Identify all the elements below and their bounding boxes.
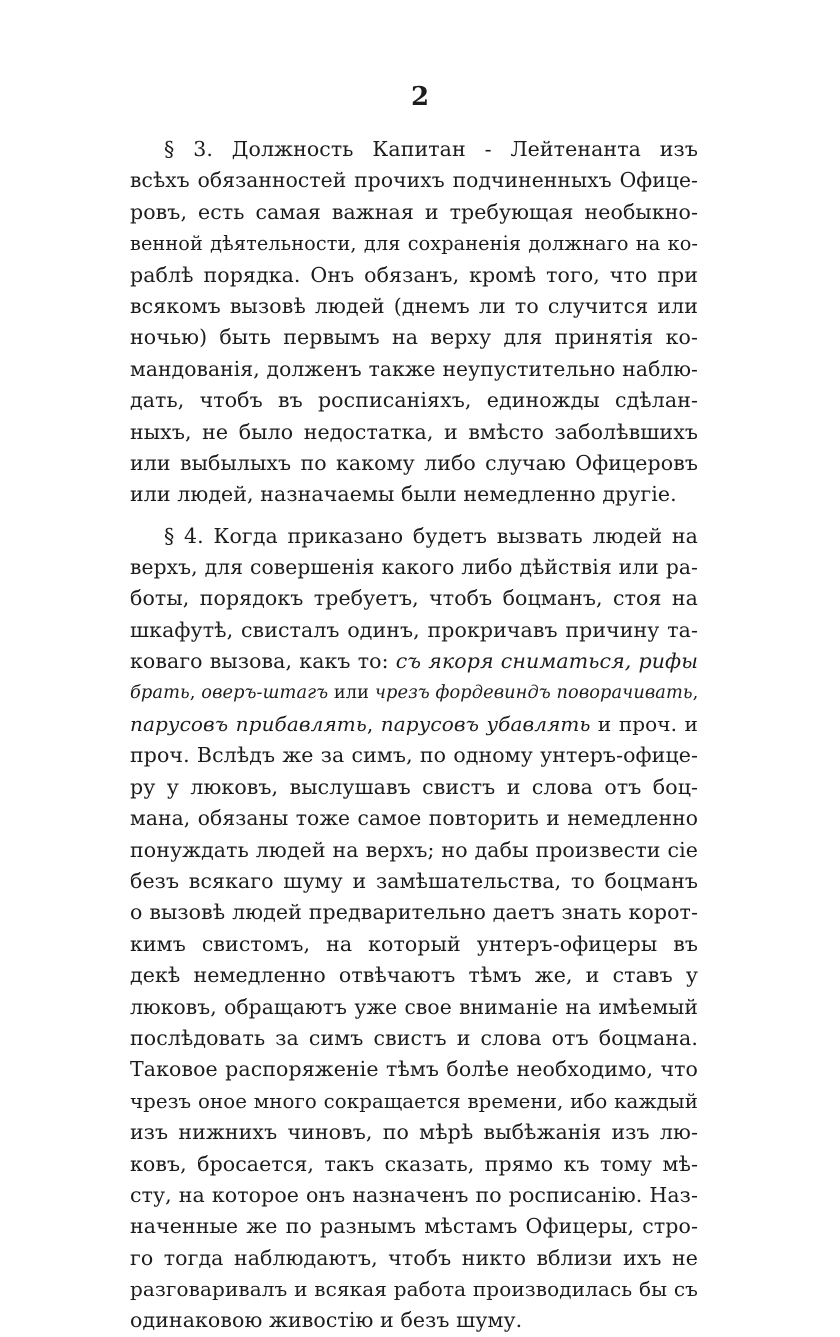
text-line: [130, 740, 698, 771]
text-line: [130, 803, 698, 834]
text-segment: ,: [692, 682, 699, 703]
text-line: [130, 1149, 698, 1180]
text-segment: верхъ, для совершенія какого либо дѣйствія или ра-: [130, 555, 698, 580]
text-segment: одинаковою живостію и безъ шуму.: [130, 1308, 523, 1333]
text-line: [130, 521, 698, 552]
text-segment: сту, на которое онъ назначенъ по росписанію. Наз-: [130, 1182, 698, 1207]
text-line: [130, 260, 698, 291]
text-segment: люковъ, обращаютъ уже свое вниманіе на имѣемый: [130, 994, 698, 1019]
text-line: [130, 385, 698, 416]
text-line: [130, 929, 698, 960]
text-segment: го тогда наблюдаютъ, чтобъ никто вблизи ихъ не: [130, 1245, 698, 1270]
text-line: [130, 615, 698, 646]
text-segment: кимъ свистомъ, на который унтеръ-офицеры въ: [130, 931, 698, 956]
text-segment: боты, порядокъ требуетъ, чтобъ боцманъ, стоя на: [130, 586, 698, 611]
text-line: [130, 960, 698, 991]
text-segment: ныхъ, не было недостатка, и вмѣсто заболѣвшихъ: [130, 419, 698, 444]
text-segment: раблѣ порядка. Онъ обязанъ, кромѣ того, что при: [130, 262, 698, 287]
text-segment: венной дѣятельности, для сохраненія должнаго на ко-: [130, 232, 698, 256]
text-line: [130, 134, 698, 165]
text-segment: мандованія, долженъ также неупустительно наблю-: [130, 356, 698, 381]
text-segment: или: [328, 682, 375, 703]
text-line: [130, 1243, 698, 1274]
text-line: [130, 1274, 698, 1305]
text-line: [130, 322, 698, 353]
text-segment: ковъ, бросается, такъ сказать, прямо къ тому мѣ-: [130, 1151, 698, 1176]
italic-text: оверъ-штагъ: [201, 682, 329, 703]
text-segment: мана, обязаны тоже самое повторить и немедленно: [130, 806, 698, 831]
text-segment: чрезъ оное много сокращается времени, ибо каждый: [130, 1089, 698, 1113]
text-segment: ,: [189, 682, 202, 703]
text-segment: коваго вызова, какъ то:: [130, 649, 396, 674]
text-segment: ровъ, есть самая важная и требующая необыкно-: [130, 199, 698, 224]
text-line: [130, 1054, 698, 1085]
text-segment: о вызовѣ людей предварительно даетъ знать корот-: [130, 900, 698, 925]
text-line: [130, 772, 698, 803]
italic-text: брать: [130, 682, 190, 703]
text-line: [130, 417, 698, 448]
text-segment: безъ всякаго шуму и замѣшательства, то боцманъ: [130, 868, 698, 893]
text-line: [130, 897, 698, 928]
text-line: [130, 1117, 698, 1148]
text-segment: ,: [366, 712, 381, 737]
text-line: [130, 1211, 698, 1242]
text-segment: понуждать людей на верхъ; но дабы произвести сіе: [130, 837, 698, 862]
paragraph-gap: [130, 511, 698, 521]
text-segment: или выбылыхъ по какому либо случаю Офицеровъ: [130, 450, 698, 475]
text-line: [130, 866, 698, 897]
text-segment: и проч. и: [590, 712, 698, 737]
text-line: [130, 552, 698, 583]
body-text: [130, 134, 698, 1337]
text-line: [130, 709, 698, 740]
text-line: [130, 448, 698, 479]
text-line: [130, 678, 698, 709]
italic-text: парусовъ прибавлять: [130, 712, 367, 737]
text-segment: декѣ немедленно отвѣчаютъ тѣмъ же, и ставъ у: [130, 963, 698, 988]
text-line: [130, 992, 698, 1023]
text-segment: изъ нижнихъ чиновъ, по мѣрѣ выбѣжанія изъ лю-: [130, 1120, 698, 1145]
text-line: [130, 291, 698, 322]
text-segment: или людей, назначаемы были немедленно другіе.: [130, 482, 677, 507]
text-line: [130, 646, 698, 677]
text-line: [130, 1180, 698, 1211]
text-line: [130, 1086, 698, 1117]
text-segment: проч. Вслѣдъ же за симъ, по одному унтеръ-офице-: [130, 743, 698, 768]
text-segment: послѣдовать за симъ свистъ и слова отъ боцмана.: [130, 1025, 698, 1050]
italic-text: чрезъ фордевиндъ поворачивать: [374, 682, 693, 703]
italic-text: съ якоря сниматься, рифы: [395, 649, 698, 674]
text-line: [130, 479, 698, 510]
text-segment: ночью) быть первымъ на верху для принятія ко-: [130, 325, 698, 350]
text-line: [130, 583, 698, 614]
text-segment: наченные же по разнымъ мѣстамъ Офицеры, стро-: [130, 1214, 698, 1239]
italic-text: парусовъ убавлять: [380, 712, 591, 737]
text-line: [130, 165, 698, 196]
text-line: [130, 228, 698, 259]
paragraph-2: [130, 521, 698, 1337]
text-segment: шкафутѣ, свисталъ одинъ, прокричавъ причину та-: [130, 617, 698, 642]
page-number: 2: [410, 82, 430, 112]
paragraph-1: [130, 134, 698, 511]
text-line: [130, 1023, 698, 1054]
text-segment: всѣхъ обязанностей прочихъ подчиненныхъ Офице-: [130, 168, 698, 193]
text-segment: всякомъ вызовѣ людей (днемъ ли то случится или: [130, 293, 698, 318]
text-line: [130, 197, 698, 228]
text-line: [130, 354, 698, 385]
text-segment: дать, чтобъ въ росписаніяхъ, единожды сдѣлан-: [130, 388, 698, 413]
text-segment: § 4. Когда приказано будетъ вызвать людей на: [164, 523, 698, 548]
text-segment: ру у люковъ, выслушавъ свистъ и слова отъ боц-: [130, 774, 698, 799]
text-line: [130, 835, 698, 866]
text-line: [130, 1305, 698, 1336]
text-segment: Таковое распоряженіе тѣмъ болѣе необходимо, что: [130, 1057, 698, 1082]
text-segment: разговаривалъ и всякая работа производилась бы съ: [130, 1277, 698, 1302]
text-segment: § 3. Должность Капитан - Лейтенанта изъ: [164, 137, 698, 161]
